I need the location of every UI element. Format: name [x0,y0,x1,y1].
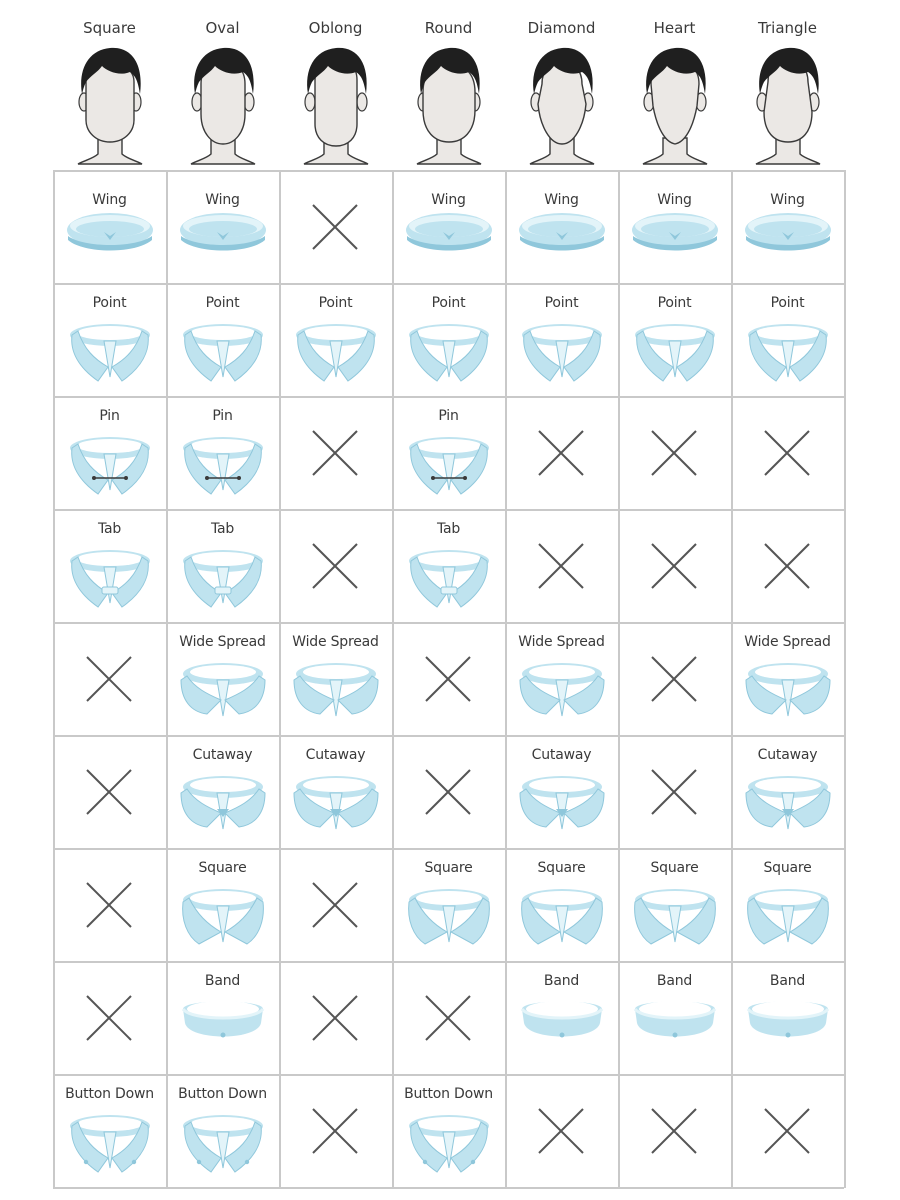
collar-label: Square [198,860,247,876]
collar-icon [629,886,721,948]
face-shape-label: Heart [653,19,696,37]
grid-cell [279,622,392,735]
collar-label: Wide Spread [744,634,831,650]
face-icon [516,42,608,166]
collar-icon [177,321,269,383]
collar-icon [629,991,721,1051]
face-column-oval [166,0,279,170]
grid-cell [53,170,166,283]
collar-label: Band [543,973,580,989]
grid-cell [166,170,279,283]
face-shape-label: Triangle [758,19,817,37]
grid-cell [166,961,279,1074]
collar-icon [516,773,608,835]
grid-cell [618,283,731,396]
grid-cell [392,622,505,735]
grid-cell [53,396,166,509]
collar-label: Square [424,860,473,876]
grid-cell [392,848,505,961]
grid-cell [392,170,505,283]
cross-icon [762,541,812,591]
cross-icon [310,428,360,478]
grid-cell [53,509,166,622]
collar-label: Pin [438,408,459,424]
collar-label: Pin [212,408,233,424]
grid-cell [166,1074,279,1187]
cross-icon [536,428,586,478]
collar-icon [742,886,834,948]
grid-cell [505,848,618,961]
face-shape-label: Round [424,19,473,37]
grid-cell [731,283,844,396]
collar-label: Square [537,860,586,876]
cross-icon [310,880,360,930]
collar-label: Point [544,295,579,311]
grid-cell [392,735,505,848]
collar-icon [742,991,834,1051]
collar-icon [403,547,495,609]
grid-cell [166,396,279,509]
face-icon [629,42,721,166]
collar-label: Tab [436,521,461,537]
collar-label: Tab [97,521,122,537]
grid-cell [505,961,618,1074]
collar-icon [64,547,156,609]
cross-icon [762,1106,812,1156]
grid-cell [731,961,844,1074]
collar-label: Wing [544,192,579,208]
grid-cell [731,622,844,735]
face-icon [742,42,834,166]
face-column-square [53,0,166,170]
face-column-oblong [279,0,392,170]
collar-icon [64,1112,156,1174]
grid-cell [618,396,731,509]
grid-cell [505,1074,618,1187]
collar-label: Wide Spread [518,634,605,650]
collar-icon [177,773,269,835]
collar-icon [516,886,608,948]
collar-label: Band [204,973,241,989]
cross-icon [649,1106,699,1156]
grid-line [53,1187,844,1189]
collar-label: Button Down [65,1086,154,1102]
collar-label: Wing [431,192,466,208]
grid-cell [618,848,731,961]
collar-label: Band [656,973,693,989]
grid-cell [731,735,844,848]
collar-label: Point [770,295,805,311]
collar-label: Button Down [178,1086,267,1102]
collar-icon [516,991,608,1051]
cross-icon [649,428,699,478]
cross-icon [762,428,812,478]
collar-icon [403,434,495,496]
grid-cell [279,1074,392,1187]
collar-label: Square [763,860,812,876]
grid-cell [392,283,505,396]
cross-icon [310,993,360,1043]
grid-cell [618,170,731,283]
face-shape-label: Diamond [527,19,596,37]
grid-cell [279,509,392,622]
collar-label: Button Down [404,1086,493,1102]
cross-icon [649,767,699,817]
collar-icon [742,321,834,383]
cross-icon [423,654,473,704]
grid-cell [53,848,166,961]
grid-cell [166,509,279,622]
grid-cell [618,735,731,848]
collar-icon [516,660,608,722]
grid-cell [166,283,279,396]
face-column-triangle [731,0,844,170]
collar-label: Point [318,295,353,311]
collar-icon [516,321,608,383]
cross-icon [310,1106,360,1156]
cross-icon [84,767,134,817]
grid-cell [505,622,618,735]
face-column-diamond [505,0,618,170]
grid-cell [53,622,166,735]
collar-icon [629,321,721,383]
grid-cell [505,170,618,283]
cross-icon [84,654,134,704]
face-shape-label: Oval [205,19,240,37]
collar-icon [403,1112,495,1174]
grid-cell [279,735,392,848]
grid-cell [53,1074,166,1187]
collar-icon [177,547,269,609]
collar-icon [177,886,269,948]
cross-icon [649,654,699,704]
collar-label: Pin [99,408,120,424]
collar-label: Wide Spread [292,634,379,650]
face-shape-label: Square [83,19,136,37]
collar-label: Cutaway [305,747,366,763]
grid-cell [279,961,392,1074]
grid-cell [279,848,392,961]
collar-label: Wide Spread [179,634,266,650]
collar-label: Cutaway [531,747,592,763]
cross-icon [423,767,473,817]
face-icon [177,42,269,166]
collar-label: Band [769,973,806,989]
collar-icon [290,773,382,835]
cross-icon [310,202,360,252]
collar-icon [516,200,608,260]
collar-label: Wing [205,192,240,208]
collar-label: Point [92,295,127,311]
grid-cell [505,509,618,622]
face-column-round [392,0,505,170]
grid-cell [392,509,505,622]
cross-icon [423,993,473,1043]
cross-icon [84,880,134,930]
collar-icon [742,200,834,260]
grid-cell [731,396,844,509]
face-icon [290,42,382,166]
collar-label: Point [431,295,466,311]
collar-icon [403,321,495,383]
grid-cell [731,1074,844,1187]
cross-icon [536,541,586,591]
grid-cell [53,735,166,848]
grid-cell [505,396,618,509]
grid-cell [731,848,844,961]
collar-icon [403,200,495,260]
face-shape-label: Oblong [308,19,363,37]
collar-label: Square [650,860,699,876]
grid-cell [505,283,618,396]
grid-cell [279,170,392,283]
grid-cell [166,622,279,735]
collar-icon [177,200,269,260]
collar-label: Cutaway [757,747,818,763]
face-icon [64,42,156,166]
collar-icon [629,200,721,260]
grid-cell [392,961,505,1074]
grid-cell [279,283,392,396]
cross-icon [310,541,360,591]
face-shape-header [53,0,844,170]
grid-cell [166,848,279,961]
collar-icon [64,200,156,260]
cross-icon [536,1106,586,1156]
face-column-heart [618,0,731,170]
collar-icon [64,321,156,383]
grid-cell [279,396,392,509]
grid-cell [53,961,166,1074]
grid-cell [618,622,731,735]
collar-label: Point [657,295,692,311]
collar-icon [290,660,382,722]
collar-icon [177,991,269,1051]
cross-icon [649,541,699,591]
collar-label: Point [205,295,240,311]
cross-icon [84,993,134,1043]
collar-icon [742,773,834,835]
collar-label: Tab [210,521,235,537]
collar-face-grid [53,170,844,1188]
collar-label: Wing [657,192,692,208]
grid-cell [505,735,618,848]
collar-label: Wing [770,192,805,208]
collar-label: Wing [92,192,127,208]
grid-cell [731,509,844,622]
collar-icon [177,660,269,722]
collar-icon [64,434,156,496]
grid-line [844,170,846,1188]
grid-cell [618,1074,731,1187]
grid-cell [731,170,844,283]
face-icon [403,42,495,166]
grid-cell [618,961,731,1074]
grid-cell [392,1074,505,1187]
grid-cell [392,396,505,509]
collar-icon [177,1112,269,1174]
collar-icon [403,886,495,948]
collar-icon [742,660,834,722]
collar-icon [290,321,382,383]
collar-label: Cutaway [192,747,253,763]
grid-cell [618,509,731,622]
grid-cell [53,283,166,396]
collar-icon [177,434,269,496]
grid-cell [166,735,279,848]
